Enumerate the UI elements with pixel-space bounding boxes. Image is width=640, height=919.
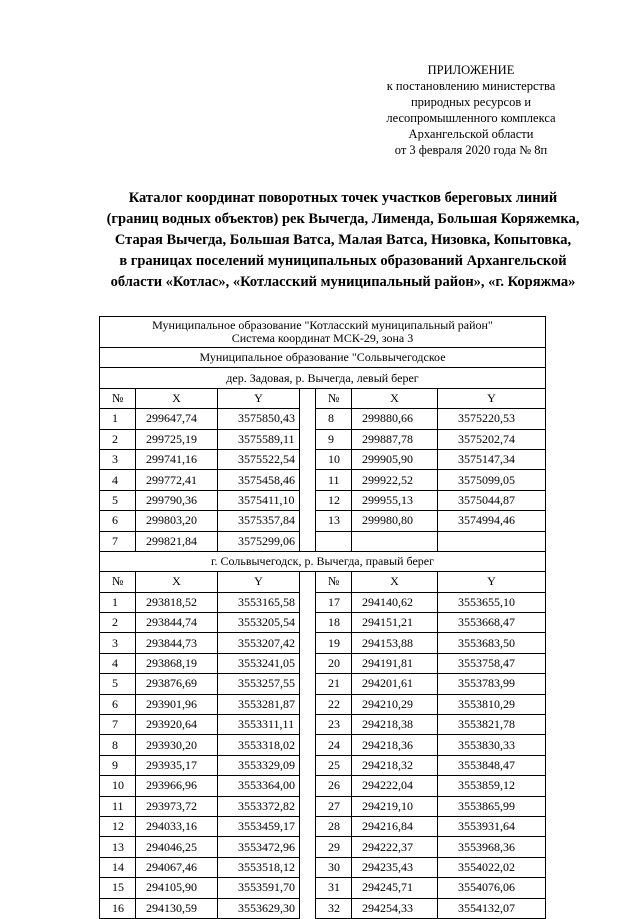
point-number: 29 [316, 837, 352, 857]
col-y-header: Y [218, 388, 300, 408]
point-number: 12 [316, 490, 352, 510]
table-row [100, 613, 546, 633]
point-y: 3575522,54 [218, 449, 300, 469]
column-gap [300, 613, 316, 633]
point-x: 299980,80 [352, 511, 438, 531]
table-row [100, 511, 546, 531]
column-gap [300, 470, 316, 490]
point-y: 3553758,47 [438, 653, 546, 673]
point-x: 294191,81 [352, 653, 438, 673]
point-y: 3575220,53 [438, 409, 546, 429]
col-num-header: № [100, 388, 136, 408]
point-x: 299922,52 [352, 470, 438, 490]
col-num-header: № [316, 388, 352, 408]
col-y-header: Y [218, 572, 300, 592]
title-line: Старая Вычегда, Большая Ватса, Малая Ватса, Низовка, Копытовка, [114, 232, 572, 248]
table-row [100, 490, 546, 510]
point-number: 1 [100, 409, 136, 429]
point-x: 294219,10 [352, 796, 438, 816]
column-gap [300, 735, 316, 755]
column-gap [300, 796, 316, 816]
column-header-row [100, 388, 546, 408]
table-row [100, 653, 546, 673]
point-x: 299741,16 [136, 449, 218, 469]
table-row [100, 735, 546, 755]
table-row [100, 878, 546, 898]
col-num-header: № [316, 572, 352, 592]
point-y: 3553364,00 [218, 776, 300, 796]
section-name: г. Сольвычегодск, р. Вычегда, правый берег [100, 551, 546, 571]
section-name: дер. Задовая, р. Вычегда, левый берег [100, 368, 546, 388]
column-gap [300, 633, 316, 653]
point-number: 12 [100, 816, 136, 836]
point-number: 25 [316, 755, 352, 775]
point-x: 294105,90 [136, 878, 218, 898]
point-y: 3553329,09 [218, 755, 300, 775]
column-header-row [100, 572, 546, 592]
point-y: 3553810,29 [438, 694, 546, 714]
point-y: 3553783,99 [438, 674, 546, 694]
point-number: 28 [316, 816, 352, 836]
point-number: 8 [100, 735, 136, 755]
point-y: 3553311,11 [218, 715, 300, 735]
column-gap [300, 898, 316, 918]
column-gap [300, 429, 316, 449]
point-number [316, 531, 352, 551]
point-number: 24 [316, 735, 352, 755]
point-x: 294222,37 [352, 837, 438, 857]
point-x: 299647,74 [136, 409, 218, 429]
point-number: 9 [100, 755, 136, 775]
column-gap [300, 694, 316, 714]
point-y: 3575202,74 [438, 429, 546, 449]
point-number: 16 [100, 898, 136, 918]
point-x: 299887,78 [352, 429, 438, 449]
appendix-line: ПРИЛОЖЕНИЕ [427, 63, 515, 77]
point-number: 4 [100, 653, 136, 673]
point-x: 294151,21 [352, 613, 438, 633]
col-x-header: X [352, 388, 438, 408]
point-y: 3553205,54 [218, 613, 300, 633]
table-row [100, 898, 546, 918]
point-number: 10 [100, 776, 136, 796]
point-x: 294140,62 [352, 592, 438, 612]
point-x: 294254,33 [352, 898, 438, 918]
appendix-line: Архангельской области [408, 127, 534, 141]
column-gap [300, 878, 316, 898]
point-number: 26 [316, 776, 352, 796]
column-gap [300, 592, 316, 612]
point-y: 3553518,12 [218, 857, 300, 877]
column-gap [300, 674, 316, 694]
point-y: 3553655,10 [438, 592, 546, 612]
point-y: 3553859,12 [438, 776, 546, 796]
coordinate-system: Система координат МСК-29, зона 3 [231, 331, 414, 345]
table-row [100, 409, 546, 429]
point-y: 3553318,02 [218, 735, 300, 755]
point-number: 17 [316, 592, 352, 612]
point-number: 5 [100, 490, 136, 510]
table-header-row [100, 348, 546, 368]
point-x: 294235,43 [352, 857, 438, 877]
point-x: 294201,61 [352, 674, 438, 694]
point-number: 13 [100, 837, 136, 857]
point-number: 32 [316, 898, 352, 918]
appendix-line: к постановлению министерства [386, 79, 556, 93]
point-number: 3 [100, 449, 136, 469]
table-row [100, 796, 546, 816]
column-gap [300, 490, 316, 510]
point-x: 299772,41 [136, 470, 218, 490]
point-number: 20 [316, 653, 352, 673]
point-number: 30 [316, 857, 352, 877]
point-y: 3553165,58 [218, 592, 300, 612]
point-y: 3553241,05 [218, 653, 300, 673]
column-gap [300, 511, 316, 531]
column-gap [300, 715, 316, 735]
point-y: 3553207,42 [218, 633, 300, 653]
point-y: 3553472,96 [218, 837, 300, 857]
point-x: 293973,72 [136, 796, 218, 816]
col-x-header: X [136, 572, 218, 592]
point-x: 299790,36 [136, 490, 218, 510]
point-x: 299821,84 [136, 531, 218, 551]
column-gap [300, 653, 316, 673]
table-row [100, 776, 546, 796]
col-num-header: № [100, 572, 136, 592]
point-x: 294218,38 [352, 715, 438, 735]
point-x: 293935,17 [136, 755, 218, 775]
point-x: 294130,59 [136, 898, 218, 918]
sub-municipality-header: Муниципальное образование "Сольвычегодское [100, 348, 546, 368]
point-y: 3553683,50 [438, 633, 546, 653]
table-row [100, 470, 546, 490]
col-x-header: X [352, 572, 438, 592]
table-row [100, 633, 546, 653]
section-header-row [100, 368, 546, 388]
point-x: 293920,64 [136, 715, 218, 735]
table-row [100, 694, 546, 714]
point-number: 7 [100, 715, 136, 735]
point-y: 3553848,47 [438, 755, 546, 775]
point-x: 294245,71 [352, 878, 438, 898]
point-number: 1 [100, 592, 136, 612]
point-y: 3574994,46 [438, 511, 546, 531]
point-number: 10 [316, 449, 352, 469]
point-x: 299803,20 [136, 511, 218, 531]
column-gap [300, 816, 316, 836]
column-gap [300, 531, 316, 551]
appendix-header [356, 62, 586, 158]
table-row [100, 857, 546, 877]
point-number: 14 [100, 857, 136, 877]
point-x: 299955,13 [352, 490, 438, 510]
title-line: в границах поселений муниципальных образований Архангельской [119, 253, 567, 269]
point-y: 3554076,06 [438, 878, 546, 898]
point-y: 3575099,05 [438, 470, 546, 490]
point-x: 293966,96 [136, 776, 218, 796]
point-number: 8 [316, 409, 352, 429]
point-y: 3554132,07 [438, 898, 546, 918]
table-row [100, 816, 546, 836]
point-y: 3554022,02 [438, 857, 546, 877]
point-number: 7 [100, 531, 136, 551]
appendix-line: природных ресурсов и [410, 95, 532, 109]
point-y: 3553821,78 [438, 715, 546, 735]
point-x [352, 531, 438, 551]
column-gap [300, 776, 316, 796]
point-number: 19 [316, 633, 352, 653]
col-y-header: Y [438, 572, 546, 592]
column-gap [300, 755, 316, 775]
point-y: 3553591,70 [218, 878, 300, 898]
point-x: 294218,32 [352, 755, 438, 775]
point-x: 293868,19 [136, 653, 218, 673]
point-x: 294216,84 [352, 816, 438, 836]
column-gap [300, 837, 316, 857]
point-y: 3553931,64 [438, 816, 546, 836]
section-header-row [100, 551, 546, 571]
point-y: 3575589,11 [218, 429, 300, 449]
point-number: 3 [100, 633, 136, 653]
point-number: 5 [100, 674, 136, 694]
point-y: 3553830,33 [438, 735, 546, 755]
point-x: 293818,52 [136, 592, 218, 612]
point-y: 3575147,34 [438, 449, 546, 469]
col-y-header: Y [438, 388, 546, 408]
column-gap [300, 449, 316, 469]
point-number: 2 [100, 429, 136, 449]
point-x: 293844,74 [136, 613, 218, 633]
point-number: 13 [316, 511, 352, 531]
point-y: 3575850,43 [218, 409, 300, 429]
table-header-row [100, 317, 546, 348]
table-row [100, 674, 546, 694]
table-row [100, 429, 546, 449]
point-y: 3553668,47 [438, 613, 546, 633]
point-y: 3575357,84 [218, 511, 300, 531]
point-x: 299880,66 [352, 409, 438, 429]
document-title [80, 188, 606, 293]
table-row [100, 592, 546, 612]
table-row [100, 715, 546, 735]
point-x: 294153,88 [352, 633, 438, 653]
point-x: 294046,25 [136, 837, 218, 857]
point-y: 3553257,55 [218, 674, 300, 694]
table-row [100, 755, 546, 775]
col-x-header: X [136, 388, 218, 408]
point-y: 3575299,06 [218, 531, 300, 551]
title-line: (границ водных объектов) рек Вычегда, Лименда, Большая Коряжемка, [106, 211, 580, 227]
point-number: 15 [100, 878, 136, 898]
point-y: 3553865,99 [438, 796, 546, 816]
point-number: 31 [316, 878, 352, 898]
point-number: 11 [316, 470, 352, 490]
point-y: 3553459,17 [218, 816, 300, 836]
point-y: 3575411,10 [218, 490, 300, 510]
point-y: 3553372,82 [218, 796, 300, 816]
point-number: 27 [316, 796, 352, 816]
point-y: 3553968,36 [438, 837, 546, 857]
point-x: 293901,96 [136, 694, 218, 714]
point-number: 2 [100, 613, 136, 633]
table-row [100, 531, 546, 551]
point-x: 293876,69 [136, 674, 218, 694]
point-x: 294067,46 [136, 857, 218, 877]
point-number: 6 [100, 694, 136, 714]
point-y: 3575044,87 [438, 490, 546, 510]
point-x: 294210,29 [352, 694, 438, 714]
point-number: 22 [316, 694, 352, 714]
point-y [438, 531, 546, 551]
appendix-line: от 3 февраля 2020 года № 8п [394, 143, 548, 157]
appendix-line: лесопромышленного комплекса [386, 111, 556, 125]
point-y: 3575458,46 [218, 470, 300, 490]
point-number: 21 [316, 674, 352, 694]
point-number: 6 [100, 511, 136, 531]
point-x: 293930,20 [136, 735, 218, 755]
column-gap [300, 572, 316, 592]
title-line: области «Котлас», «Котласский муниципальный район», «г. Коряжма» [110, 274, 576, 290]
point-x: 299725,19 [136, 429, 218, 449]
column-gap [300, 857, 316, 877]
point-number: 18 [316, 613, 352, 633]
point-x: 293844,73 [136, 633, 218, 653]
municipality-name: Муниципальное образование "Котласский муниципальный район" [152, 318, 493, 332]
column-gap [300, 409, 316, 429]
municipality-header [100, 317, 546, 348]
point-number: 9 [316, 429, 352, 449]
point-number: 4 [100, 470, 136, 490]
table-row [100, 837, 546, 857]
point-y: 3553629,30 [218, 898, 300, 918]
point-x: 294222,04 [352, 776, 438, 796]
point-x: 299905,90 [352, 449, 438, 469]
coordinates-table [99, 316, 546, 919]
point-x: 294218,36 [352, 735, 438, 755]
title-line: Каталог координат поворотных точек участков береговых линий [128, 190, 558, 206]
table-row [100, 449, 546, 469]
point-number: 23 [316, 715, 352, 735]
point-y: 3553281,87 [218, 694, 300, 714]
point-x: 294033,16 [136, 816, 218, 836]
point-number: 11 [100, 796, 136, 816]
column-gap [300, 388, 316, 408]
